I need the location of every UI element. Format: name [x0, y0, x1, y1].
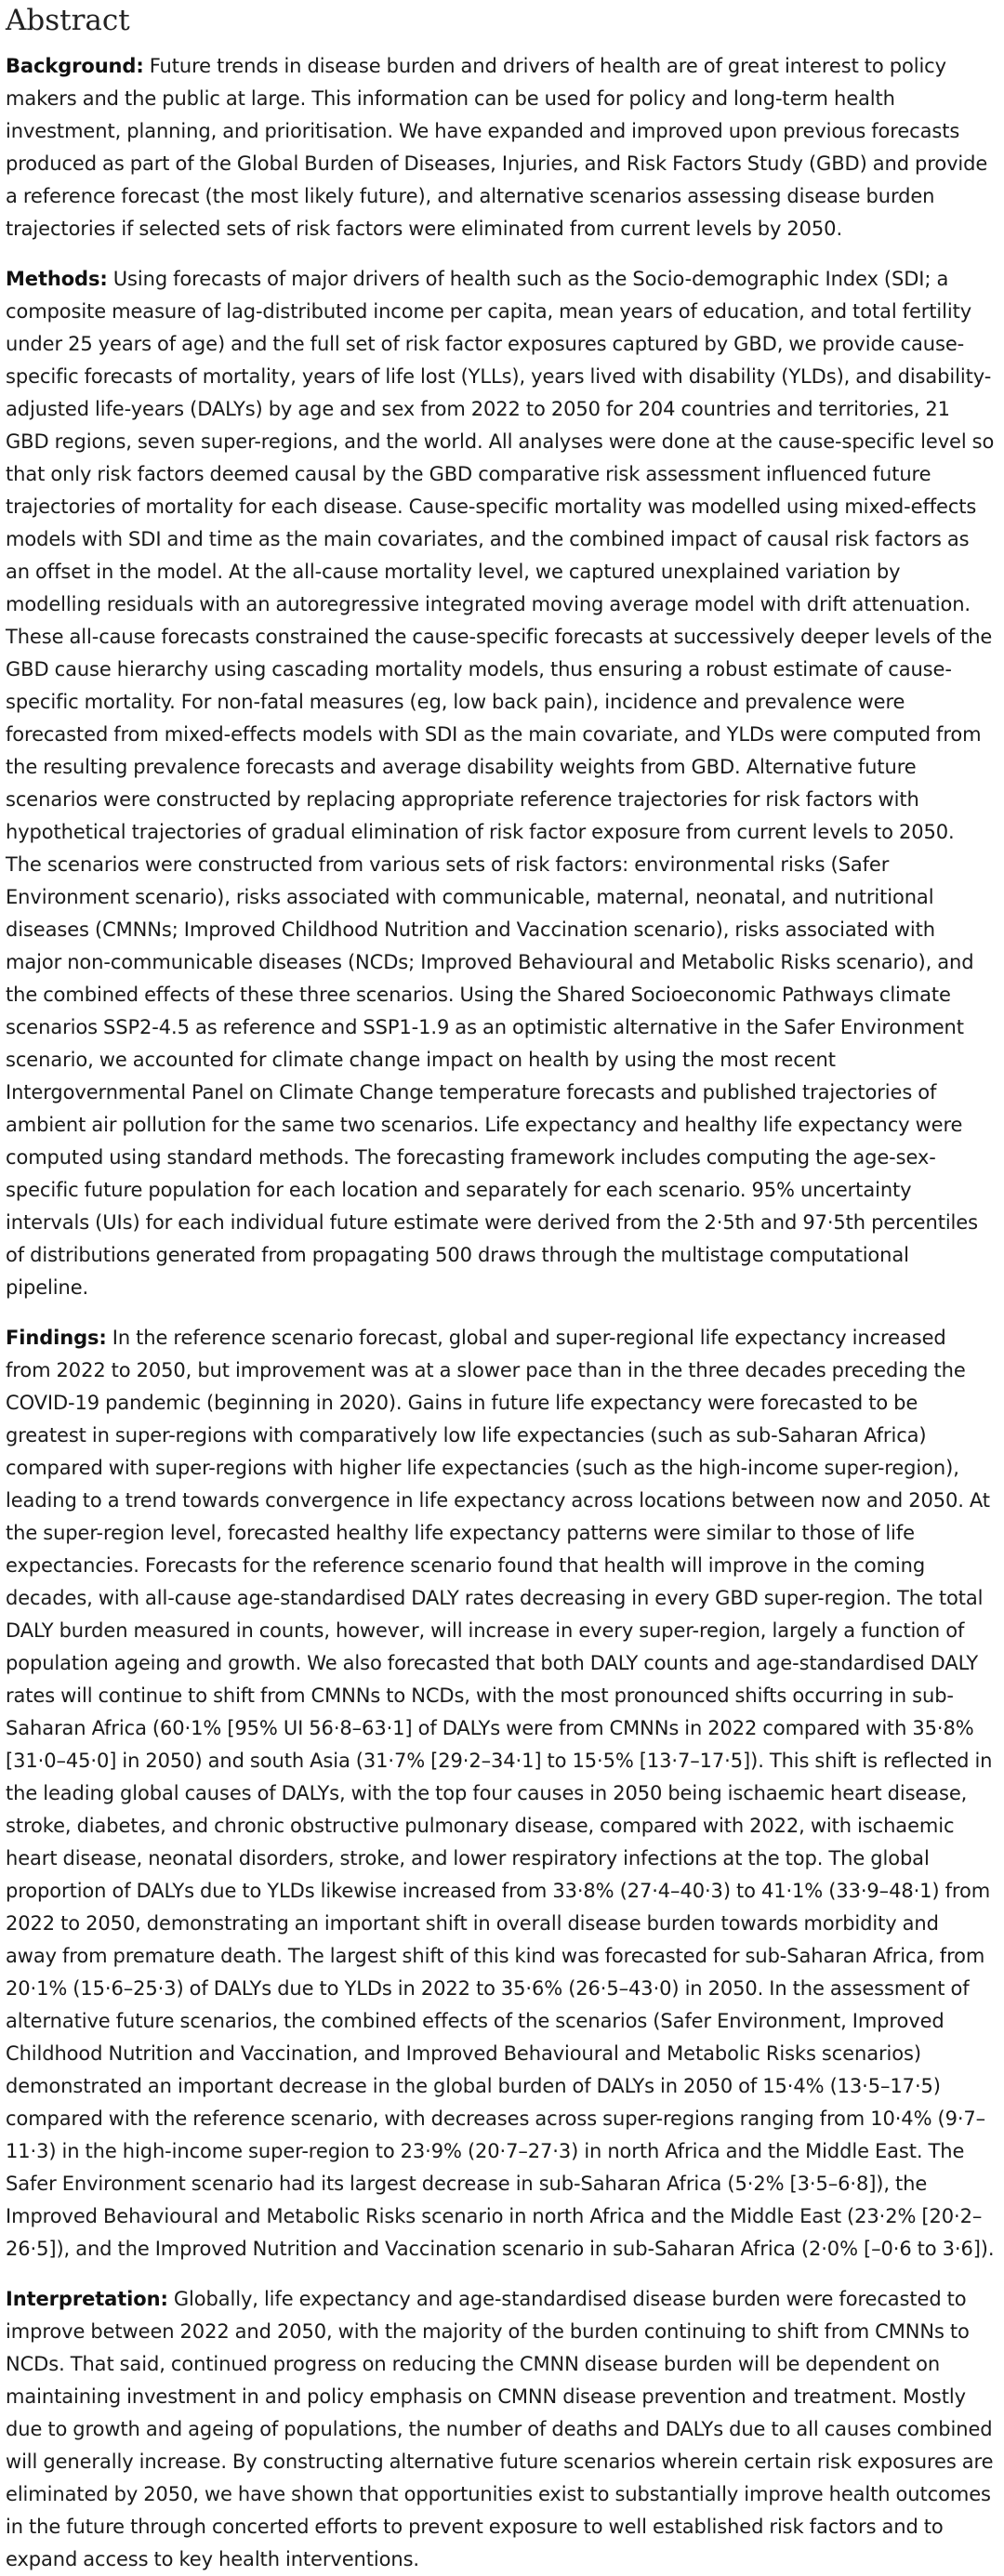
background-section [6, 50, 995, 245]
methods-section [6, 263, 995, 1304]
background-label: Background: [6, 55, 144, 77]
findings-text: In the reference scenario forecast, global and super-regional life expectancy increased from 2022 to 2050, but improvement was at a slower pace than in the three decades preceding the COVID-19 pandemic (beginning in 2020). Gains in future life expectancy were forecasted to be greatest in super-regions with comparatively low life expectancies (such as sub-Saharan Africa) compared with super-regions with higher life expectancies (such as the high-income super-region), leading to a trend towards convergence in life expectancy across locations between now and 2050. At the super-region level, forecasted healthy life expectancy patterns were similar to those of life expectancies. Forecasts for the reference scenario found that health will improve in the coming decades, with all-cause age-standardised DALY rates decreasing in every GBD super-region. The total DALY burden measured in counts, however, will increase in every super-region, largely a function of population ageing and growth. We also forecasted that both DALY counts and age-standardised DALY rates will continue to shift from CMNNs to NCDs, with the most pronounced shifts occurring in sub-Saharan Africa (60·1% [95% UI 56·8–63·1] of DALYs were from CMNNs in 2022 compared with 35·8% [31·0–45·0] in 2050) and south Asia (31·7% [29·2–34·1] to 15·5% [13·7–17·5]). This shift is reflected in the leading global causes of DALYs, with the top four causes in 2050 being ischaemic heart disease, stroke, diabetes, and chronic obstructive pulmonary disease, compared with 2022, with ischaemic heart disease, neonatal disorders, stroke, and lower respiratory infections at the top. The global proportion of DALYs due to YLDs likewise increased from 33·8% (27·4–40·3) to 41·1% (33·9–48·1) from 2022 to 2050, demonstrating an important shift in overall disease burden towards morbidity and away from premature death. The largest shift of this kind was forecasted for sub-Saharan Africa, from 20·1% (15·6–25·3) of DALYs due to YLDs in 2022 to 35·6% (26·5–43·0) in 2050. In the assessment of alternative future scenarios, the combined effects of the scenarios (Safer Environment, Improved Childhood Nutrition and Vaccination, and Improved Behavioural and Metabolic Risks scenarios) demonstrated an important decrease in the global burden of DALYs in 2050 of 15·4% (13·5–17·5) compared with the reference scenario, with decreases across super-regions ranging from 10·4% (9·7–11·3) in the high-income super-region to 23·9% (20·7–27·3) in north Africa and the Middle East. The Safer Environment scenario had its largest decrease in sub-Saharan Africa (5·2% [3·5–6·8]), the Improved Behavioural and Metabolic Risks scenario in north Africa and the Middle East (23·2% [20·2–26·5]), and the Improved Nutrition and Vaccination scenario in sub-Saharan Africa (2·0% [–0·6 to 3·6]). [6, 1327, 995, 2260]
methods-text: Using forecasts of major drivers of health such as the Socio-demographic Index (SDI; a composite measure of lag-distributed income per capita, mean years of education, and total fertility under 25 years of age) and the full set of risk factor exposures captured by GBD, we provide cause-specific forecasts of mortality, years of life lost (YLLs), years lived with disability (YLDs), and disability-adjusted life-years (DALYs) by age and sex from 2022 to 2050 for 204 countries and territories, 21 GBD regions, seven super-regions, and the world. All analyses were done at the cause-specific level so that only risk factors deemed causal by the GBD comparative risk assessment influenced future trajectories of mortality for each disease. Cause-specific mortality was modelled using mixed-effects models with SDI and time as the main covariates, and the combined impact of causal risk factors as an offset in the model. At the all-cause mortality level, we captured unexplained variation by modelling residuals with an autoregressive integrated moving average model with drift attenuation. These all-cause forecasts constrained the cause-specific forecasts at successively deeper levels of the GBD cause hierarchy using cascading mortality models, thus ensuring a robust estimate of cause-specific mortality. For non-fatal measures (eg, low back pain), incidence and prevalence were forecasted from mixed-effects models with SDI as the main covariate, and YLDs were computed from the resulting prevalence forecasts and average disability weights from GBD. Alternative future scenarios were constructed by replacing appropriate reference trajectories for risk factors with hypothetical trajectories of gradual elimination of risk factor exposure from current levels to 2050. The scenarios were constructed from various sets of risk factors: environmental risks (Safer Environment scenario), risks associated with communicable, maternal, neonatal, and nutritional diseases (CMNNs; Improved Childhood Nutrition and Vaccination scenario), risks associated with major non-communicable diseases (NCDs; Improved Behavioural and Metabolic Risks scenario), and the combined effects of these three scenarios. Using the Shared Socioeconomic Pathways climate scenarios SSP2-4.5 as reference and SSP1-1.9 as an optimistic alternative in the Safer Environment scenario, we accounted for climate change impact on health by using the most recent Intergovernmental Panel on Climate Change temperature forecasts and published trajectories of ambient air pollution for the same two scenarios. Life expectancy and healthy life expectancy were computed using standard methods. The forecasting framework includes computing the age-sex-specific future population for each location and separately for each scenario. 95% uncertainty intervals (UIs) for each individual future estimate were derived from the 2·5th and 97·5th percentiles of distributions generated from propagating 500 draws through the multistage computational pipeline. [6, 268, 995, 1299]
interpretation-label: Interpretation: [6, 2288, 168, 2310]
background-text: Future trends in disease burden and drivers of health are of great interest to policy makers and the public at large. This information can be used for policy and long-term health investment, planning, and prioritisation. We have expanded and improved upon previous forecasts produced as part of the Global Burden of Diseases, Injuries, and Risk Factors Study (GBD) and provide a reference forecast (the most likely future), and alternative scenarios assessing disease burden trajectories if selected sets of risk factors were eliminated from current levels by 2050. [6, 55, 988, 240]
methods-label: Methods: [6, 268, 108, 290]
interpretation-section [6, 2283, 995, 2576]
interpretation-text: Globally, life expectancy and age-standardised disease burden were forecasted to improve between 2022 and 2050, with the majority of the burden continuing to shift from CMNNs to NCDs. That said, continued progress on reducing the CMNN disease burden will be dependent on maintaining investment in and policy emphasis on CMNN disease prevention and treatment. Mostly due to growth and ageing of populations, the number of deaths and DALYs due to all causes combined will generally increase. By constructing alternative future scenarios wherein certain risk exposures are eliminated by 2050, we have shown that opportunities exist to substantially improve health outcomes in the future through concerted efforts to prevent exposure to well established risk factors and to expand access to key health interventions. [6, 2288, 994, 2570]
findings-label: Findings: [6, 1327, 107, 1349]
abstract-heading: Abstract [6, 4, 130, 37]
findings-section [6, 1322, 995, 2266]
